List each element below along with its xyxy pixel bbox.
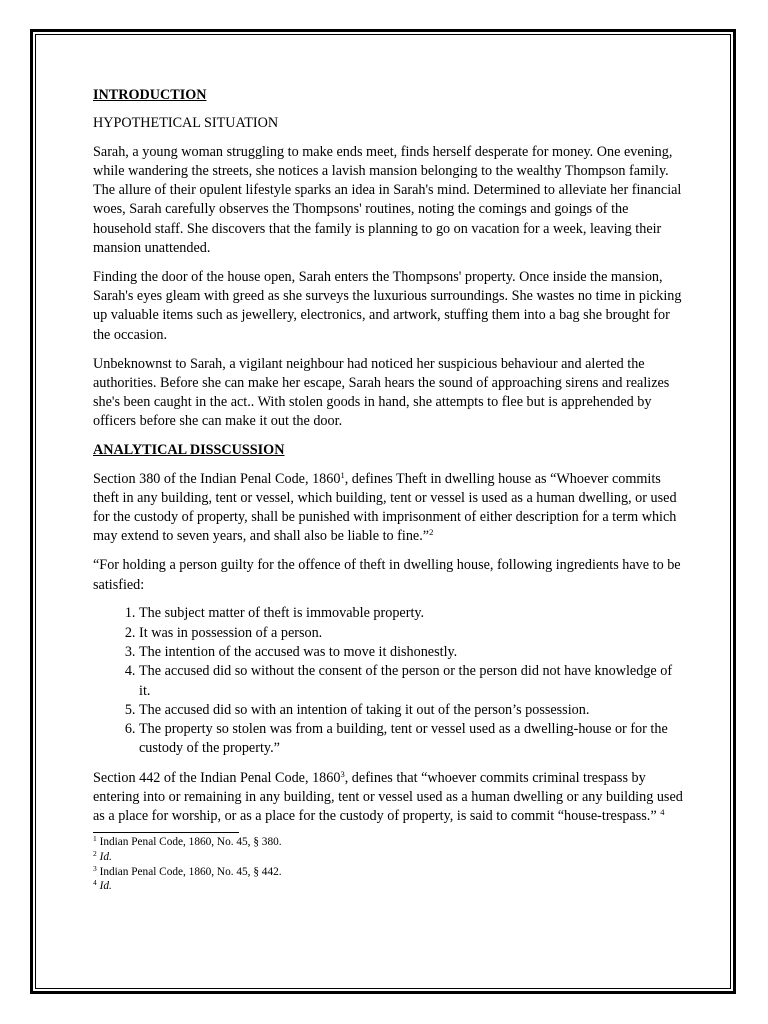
footnote-number: 2 xyxy=(93,848,97,858)
footnote-text: Id. xyxy=(99,850,112,863)
list-item: 3. The intention of the accused was to move it dishonestly. xyxy=(139,643,683,662)
list-item: 5. The accused did so with an intention of taking it out of the person’s possession. xyxy=(139,701,683,720)
footnote-3 xyxy=(93,865,683,880)
footnote-ref-3[interactable]: 3 xyxy=(340,768,345,779)
section-380-text: , defines Theft in dwelling house as “Whoever commits theft in any building, tent or vessel, which building, tent or vessel is used as a human dwelling, or used for the custody of property, shall be punished with imprisonment of either description for a term which may extend to seven years, and shall also be liable to fine.” xyxy=(93,470,677,545)
section-442-text: , defines that “whoever commits criminal trespass by entering into or remaining in any building, tent or vessel used as a human dwelling or any building used as a place for worship, or as a place for the custody of property, is said to commit “house-trespass.” xyxy=(93,769,683,825)
section-380-lead: Section 380 of the Indian Penal Code, 1860 xyxy=(93,470,341,487)
intro-paragraph-2: Finding the door of the house open, Sarah enters the Thompsons' property. Once inside the mansion, Sarah's eyes gleam with greed as she surveys the luxurious surroundings. She wastes no time in picking up valuable items such as jewellery, electronics, and artwork, stuffing them into a bag she brought for the occasion. xyxy=(93,268,682,343)
document-body xyxy=(93,86,683,894)
footnote-text: Id. xyxy=(99,880,112,893)
footnote-number: 3 xyxy=(93,863,97,873)
ingredients-intro: “For holding a person guilty for the offence of theft in dwelling house, following ingredients have to be satisfied: xyxy=(93,557,681,593)
footnote-text: Indian Penal Code, 1860, No. 45, § 380. xyxy=(99,836,282,849)
footnote-text: Indian Penal Code, 1860, No. 45, § 442. xyxy=(99,865,282,878)
analytical-discussion-heading xyxy=(93,441,683,460)
footnote-ref-4[interactable]: 4 xyxy=(660,807,665,818)
footnote-2 xyxy=(93,850,683,865)
ingredients-list xyxy=(93,604,683,758)
analytical-discussion-heading-text: ANALYTICAL DISSCUSSION xyxy=(93,442,285,459)
footnote-1 xyxy=(93,835,683,850)
section-442-lead: Section 442 of the Indian Penal Code, 1860 xyxy=(93,769,341,786)
list-item: 6. The property so stolen was from a building, tent or vessel used as a dwelling-house or for the custody of the property.” xyxy=(139,720,683,759)
footnote-number: 4 xyxy=(93,878,97,888)
intro-paragraph-3: Unbeknownst to Sarah, a vigilant neighbour had noticed her suspicious behaviour and alerted the authorities. Before she can make her escape, Sarah hears the sound of approaching sirens and realizes she's been caught in the act.. With stolen goods in hand, she attempts to flee but is apprehended by officers before she can make it out the door. xyxy=(93,355,670,430)
footnote-ref-1[interactable]: 1 xyxy=(340,469,345,480)
footnote-number: 1 xyxy=(93,834,97,844)
footnote-separator xyxy=(93,832,239,833)
hypothetical-situation-subheading: HYPOTHETICAL SITUATION xyxy=(93,115,279,132)
list-item: 2. It was in possession of a person. xyxy=(139,624,683,643)
list-item: 1. The subject matter of theft is immovable property. xyxy=(139,604,683,623)
introduction-heading: INTRODUCTION xyxy=(93,87,207,103)
list-item: 4. The accused did so without the consent of the person or the person did not have knowledge of it. xyxy=(139,662,683,701)
footnote-ref-2[interactable]: 2 xyxy=(429,527,434,538)
section-380-paragraph xyxy=(93,470,683,547)
footnote-4 xyxy=(93,879,683,894)
section-442-paragraph xyxy=(93,769,683,827)
intro-paragraph-1: Sarah, a young woman struggling to make ends meet, finds herself desperate for money. One evening, while wandering the streets, she notices a lavish mansion belonging to the wealthy Thompson family. The allure of their opulent lifestyle sparks an idea in Sarah's mind. Determined to alleviate her financial woes, Sarah carefully observes the Thompsons' routines, noting the comings and goings of the household staff. She discovers that the family is planning to go on vacation for a week, leaving their mansion unattended. xyxy=(93,143,682,257)
